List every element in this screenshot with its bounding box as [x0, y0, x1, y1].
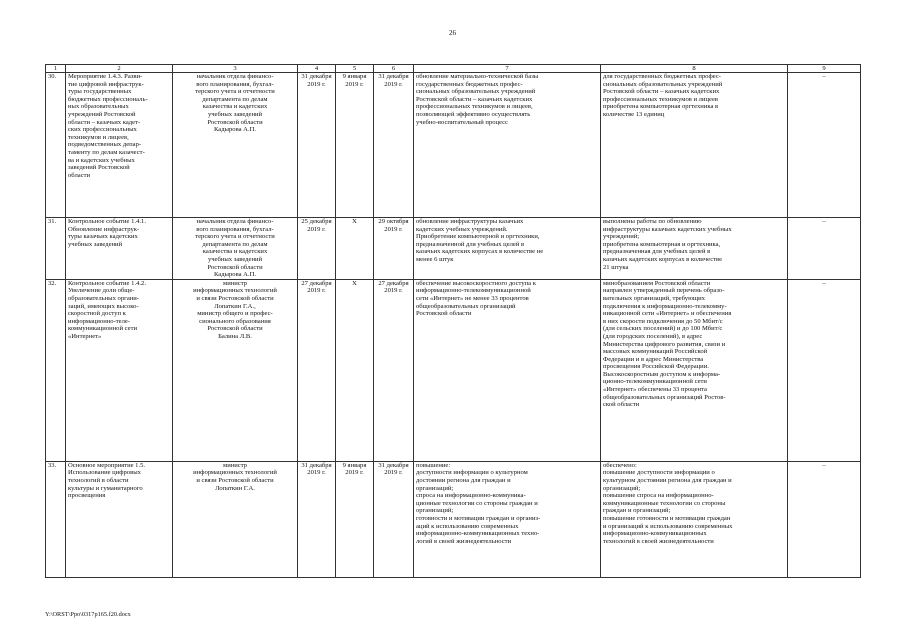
cell-text-line: (для городских поселений), в адрес [603, 332, 703, 340]
planned-date-cell [298, 73, 336, 218]
column-header: 6 [374, 65, 414, 73]
cell-text-line: Ростовской области [207, 325, 263, 333]
cell-text-line: 2019 г. [307, 469, 326, 477]
cell-text-line: в них скорости подключения до 50 Мбит/с [603, 317, 723, 325]
expected-result-cell [414, 218, 601, 280]
cell-text-line: обеспечение высокоскоростного доступа к [416, 279, 536, 287]
cell-text-line: ных образовательных [68, 103, 129, 111]
cell-text-line: 31 декабря [301, 461, 332, 469]
cell-text-line: 2019 г. [384, 225, 403, 233]
responsible-cell [173, 218, 298, 280]
cell-text-line: информационно-коммуникационных [603, 530, 707, 538]
cell-text-line: 2019 г. [307, 287, 326, 295]
cell-text-line: терского учета и отчетности [195, 88, 275, 96]
cell-text-line: граждан и организаций; [603, 507, 671, 515]
cell-text-line: казачества и кадетских [202, 103, 268, 111]
cell-text-line: учреждений Ростовской [68, 110, 136, 118]
cell-text-line: организаций; [416, 484, 454, 492]
cell-text-line: ва и кадетских учебных [68, 156, 135, 164]
actual-result-cell [601, 218, 788, 280]
column-header: 3 [173, 65, 298, 73]
cell-text-line: профессиональных техникумов и лицеев [603, 95, 718, 103]
start-date-cell [336, 218, 374, 280]
cell-text-line: и связи Ростовской области [196, 294, 274, 302]
cell-text-line: государственных бюджетных профес- [416, 80, 523, 88]
cell-text-line: учебных заведений [68, 240, 123, 248]
cell-text-line: начальник отдела финансо- [196, 73, 274, 80]
cell-text-line: предназначенная для учебных целей в [603, 248, 711, 256]
cell-text-line: и связи Ростовской области [196, 476, 274, 484]
cell-text-line: логий в своей жизнедеятельности [416, 537, 512, 545]
cell-text-line: обновление материально-технической базы [416, 73, 539, 80]
cell-text-line: Увеличение доли обще- [68, 287, 135, 295]
cell-text-line: технологий в области [68, 476, 129, 484]
cell-text-line: департамента по делам [202, 240, 268, 248]
cell-text-line: информационных технологий [193, 287, 277, 295]
cell-text-line: культурном достоянии региона для граждан и [603, 476, 732, 484]
cell-text-line: туры государственных [68, 88, 132, 96]
cell-text-line: вого планирования, бухгал- [196, 80, 274, 88]
cell-text-line: подведомственных депар- [68, 141, 142, 149]
reason-cell: – [788, 218, 861, 280]
cell-text-line: коммуникационные технологии со стороны [603, 499, 726, 507]
cell-text-line: казачьих кадетских корпусах в количестве не [416, 248, 544, 256]
cell-text-line: 2019 г. [307, 80, 326, 88]
cell-text-line: Ростовской области [207, 263, 263, 271]
cell-text-line: Ростовской области – казачьих кадетских [416, 95, 533, 103]
cell-text-line: Х [352, 218, 357, 225]
cell-text-line: скоростной доступ к [68, 310, 126, 318]
cell-text-line: Обновление инфраструк- [68, 225, 140, 233]
cell-text-line: просвещения [68, 492, 106, 500]
cell-text-line: области – казачьих кадет- [68, 118, 141, 126]
column-header: 4 [298, 65, 336, 73]
cell-text-line: менее 6 штук [416, 255, 454, 263]
cell-text-line: казачьих кадетских корпусах в количестве [603, 255, 723, 263]
cell-text-line: кадетских учебных учреждений. [416, 225, 508, 233]
responsible-cell [173, 279, 298, 461]
file-path-footer: Y:\ORST\Ppo\0317p165.f20.docx [45, 611, 131, 618]
cell-text-line: 25 декабря [301, 218, 332, 225]
cell-text-line: терского учета и отчетности [195, 233, 275, 241]
report-table [45, 64, 861, 578]
cell-text-line: Использование цифровых [68, 469, 141, 477]
cell-text-line: «Интернет» [68, 332, 102, 340]
cell-text-line: Контрольное событие 1.4.1. [68, 218, 146, 225]
table-row [46, 279, 861, 461]
planned-date-cell [298, 279, 336, 461]
cell-text-line: Федерации и в адрес Министерства [603, 355, 704, 363]
cell-text-line: Приобретение компьютерной и оргтехники, [416, 233, 540, 241]
cell-text-line: 2019 г. [345, 469, 364, 477]
cell-text-line: повышение спроса на информационно- [603, 492, 714, 500]
cell-text-line: 9 января [342, 461, 367, 469]
planned-date-cell [298, 461, 336, 577]
column-header-row [46, 65, 861, 73]
cell-text-line: информационно-коммуникационных техно- [416, 530, 540, 538]
reason-cell: – [788, 461, 861, 577]
cell-text-line: 29 октября [378, 218, 409, 225]
cell-text-line: информационно-телекоммуникационной [416, 287, 531, 295]
cell-text-line: техникумов и лицеев, [68, 133, 129, 141]
cell-text-line: инфраструктуры казачьих кадетских учебных [603, 225, 732, 233]
cell-text-line: области [68, 171, 91, 179]
cell-text-line: сионального образования [199, 317, 271, 325]
cell-text-line: 2019 г. [345, 80, 364, 88]
cell-text-line: Лопаткин Г.А., [214, 302, 256, 310]
cell-text-line: Ростовской области [207, 118, 263, 126]
column-header: 9 [788, 65, 861, 73]
cell-text-line: массовых коммуникаций Российской [603, 348, 708, 356]
reason-cell: – [788, 73, 861, 218]
row-number: 30. [46, 73, 66, 218]
expected-result-cell [414, 461, 601, 577]
cell-text-line: сиональных образовательных учреждений [416, 88, 536, 96]
actual-result-cell [601, 279, 788, 461]
cell-text-line: сети «Интернет» не менее 33 процентов [416, 294, 529, 302]
cell-text-line: Основное мероприятие 1.5. [68, 461, 146, 469]
table-row [46, 73, 861, 218]
cell-text-line: 31 декабря [378, 73, 409, 80]
cell-text-line: информационно-теле- [68, 317, 131, 325]
cell-text-line: Высокоскоростным доступом к информа- [603, 370, 721, 378]
cell-text-line: подключения к информационно-телекомму- [603, 302, 727, 310]
cell-text-line: туры казачьих кадетских [68, 233, 138, 241]
cell-text-line: «Интернет» обеспечены 33 процента [603, 386, 707, 394]
cell-text-line: технологий в своей жизнедеятельности [603, 537, 714, 545]
start-date-cell [336, 279, 374, 461]
cell-text-line: минобразованием Ростовской области [603, 279, 711, 287]
table-row [46, 461, 861, 577]
cell-text-line: направлен утвержденный перечень образо- [603, 287, 725, 295]
cell-text-line: приобретена компьютерная и оргтехника, [603, 240, 721, 248]
row-number: 32. [46, 279, 66, 461]
column-header: 5 [336, 65, 374, 73]
start-date-cell [336, 461, 374, 577]
cell-text-line: предназначенной для учебных целей в [416, 240, 525, 248]
page-number: 26 [449, 29, 456, 37]
cell-text-line: заций, имеющих высоко- [68, 302, 139, 310]
cell-text-line: выполнены работы по обновлению [603, 218, 702, 225]
cell-text-line: организаций; [416, 507, 454, 515]
cell-text-line: бюджетных профессиональ- [68, 95, 148, 103]
cell-text-line: министр общего и профес- [197, 310, 273, 318]
cell-text-line: достоянии региона для граждан и [416, 476, 511, 484]
expected-result-cell [414, 73, 601, 218]
table-row [46, 218, 861, 280]
cell-text-line: культуры и гуманитарного [68, 484, 143, 492]
cell-text-line: повышение: [416, 461, 451, 469]
cell-text-line: организаций; [603, 484, 641, 492]
actual-result-cell [601, 461, 788, 577]
cell-text-line: и организаций к использованию современных [603, 522, 733, 530]
responsible-cell [173, 73, 298, 218]
cell-text-line: Контрольное событие 1.4.2. [68, 279, 146, 287]
cell-text-line: Министерства цифрового развития, связи и [603, 340, 726, 348]
row-number: 33. [46, 461, 66, 577]
cell-text-line: начальник отдела финансо- [196, 218, 274, 225]
cell-text-line: аций к использованию современных [416, 522, 519, 530]
cell-text-line: 21 штука [603, 263, 629, 271]
planned-date-cell [298, 218, 336, 280]
cell-text-line: сиональных образовательных учреждений [603, 80, 723, 88]
event-cell [66, 279, 173, 461]
start-date-cell [336, 73, 374, 218]
cell-text-line: доступности информации о культурном [416, 469, 528, 477]
column-header: 7 [414, 65, 601, 73]
cell-text-line: Ростовской области – казачьих кадетских [603, 88, 720, 96]
cell-text-line: образовательных органи- [68, 294, 140, 302]
cell-text-line: просвещения Российской Федерации. [603, 363, 709, 371]
event-cell [66, 73, 173, 218]
cell-text-line: повышение доступности информации о [603, 469, 715, 477]
cell-text-line: вого планирования, бухгал- [196, 225, 274, 233]
cell-text-line: общеобразовательных организаций Ростов- [603, 393, 726, 401]
cell-text-line: ской области [603, 401, 640, 409]
cell-text-line: 9 января [342, 73, 367, 80]
cell-text-line: таменту по делам казачест- [68, 148, 145, 156]
cell-text-line: Х [352, 279, 357, 287]
column-header: 2 [66, 65, 173, 73]
end-date-cell [374, 218, 414, 280]
cell-text-line: Балина Л.В. [218, 332, 252, 340]
cell-text-line: министр [223, 461, 247, 469]
cell-text-line: 2019 г. [384, 287, 403, 295]
cell-text-line: коммуникационной сети [68, 325, 137, 333]
event-cell [66, 218, 173, 280]
cell-text-line: обеспечено: [603, 461, 637, 469]
cell-text-line: департамента по делам [202, 95, 268, 103]
cell-text-line: Кадырова А.П. [213, 126, 257, 134]
cell-text-line: ционно-телекоммуникационной сети [603, 378, 707, 386]
cell-text-line: 27 декабря [378, 279, 409, 287]
expected-result-cell [414, 279, 601, 461]
cell-text-line: заведений Ростовской [68, 164, 130, 172]
row-number: 31. [46, 218, 66, 280]
cell-text-line: министр [223, 279, 247, 287]
cell-text-line: повышение готовности и мотивации граждан [603, 514, 731, 522]
cell-text-line: Ростовской области [416, 310, 472, 318]
cell-text-line: вательных организаций, требующих [603, 294, 705, 302]
cell-text-line: 31 декабря [378, 461, 409, 469]
cell-text-line: количестве 13 единиц [603, 110, 665, 118]
column-header: 1 [46, 65, 66, 73]
cell-text-line: Мероприятие 1.4.3. Разви- [68, 73, 143, 80]
column-header: 8 [601, 65, 788, 73]
actual-result-cell [601, 73, 788, 218]
cell-text-line: учреждений; [603, 233, 640, 241]
cell-text-line: (для сельских поселений) и до 100 Мбит/с [603, 325, 723, 333]
cell-text-line: обновление инфраструктуры казачьих [416, 218, 524, 225]
cell-text-line: приобретена компьютерная оргтехника в [603, 103, 719, 111]
end-date-cell [374, 461, 414, 577]
cell-text-line: учебных заведений [207, 255, 263, 263]
cell-text-line: спроса на информационно-коммуника- [416, 492, 526, 500]
cell-text-line: ционные технологии со стороны граждан и [416, 499, 538, 507]
cell-text-line: учебно-воспитательный процесс [416, 118, 508, 126]
cell-text-line: ских профессиональных [68, 126, 137, 134]
responsible-cell [173, 461, 298, 577]
cell-text-line: информационных технологий [193, 469, 277, 477]
cell-text-line: общеобразовательных организаций [416, 302, 516, 310]
reason-cell: – [788, 279, 861, 461]
cell-text-line: профессиональных техникумов и лицеев, [416, 103, 533, 111]
cell-text-line: тие цифровой инфраструк- [68, 80, 144, 88]
cell-text-line: готовности и мотивации граждан и организ- [416, 514, 541, 522]
cell-text-line: 27 декабря [301, 279, 332, 287]
cell-text-line: учебных заведений [207, 110, 263, 118]
cell-text-line: Лопаткин Г.А. [215, 484, 255, 492]
end-date-cell [374, 279, 414, 461]
cell-text-line: никационной сети «Интернет» и обеспечения [603, 310, 732, 318]
cell-text-line: 2019 г. [384, 469, 403, 477]
cell-text-line: 2019 г. [384, 80, 403, 88]
cell-text-line: позволяющей эффективно осуществлять [416, 110, 531, 118]
event-cell [66, 461, 173, 577]
end-date-cell [374, 73, 414, 218]
cell-text-line: казачества и кадетских [202, 248, 268, 256]
cell-text-line: 31 декабря [301, 73, 332, 80]
cell-text-line: Кадырова А.П. [213, 271, 257, 279]
cell-text-line: 2019 г. [307, 225, 326, 233]
cell-text-line: для государственных бюджетных профес- [603, 73, 721, 80]
